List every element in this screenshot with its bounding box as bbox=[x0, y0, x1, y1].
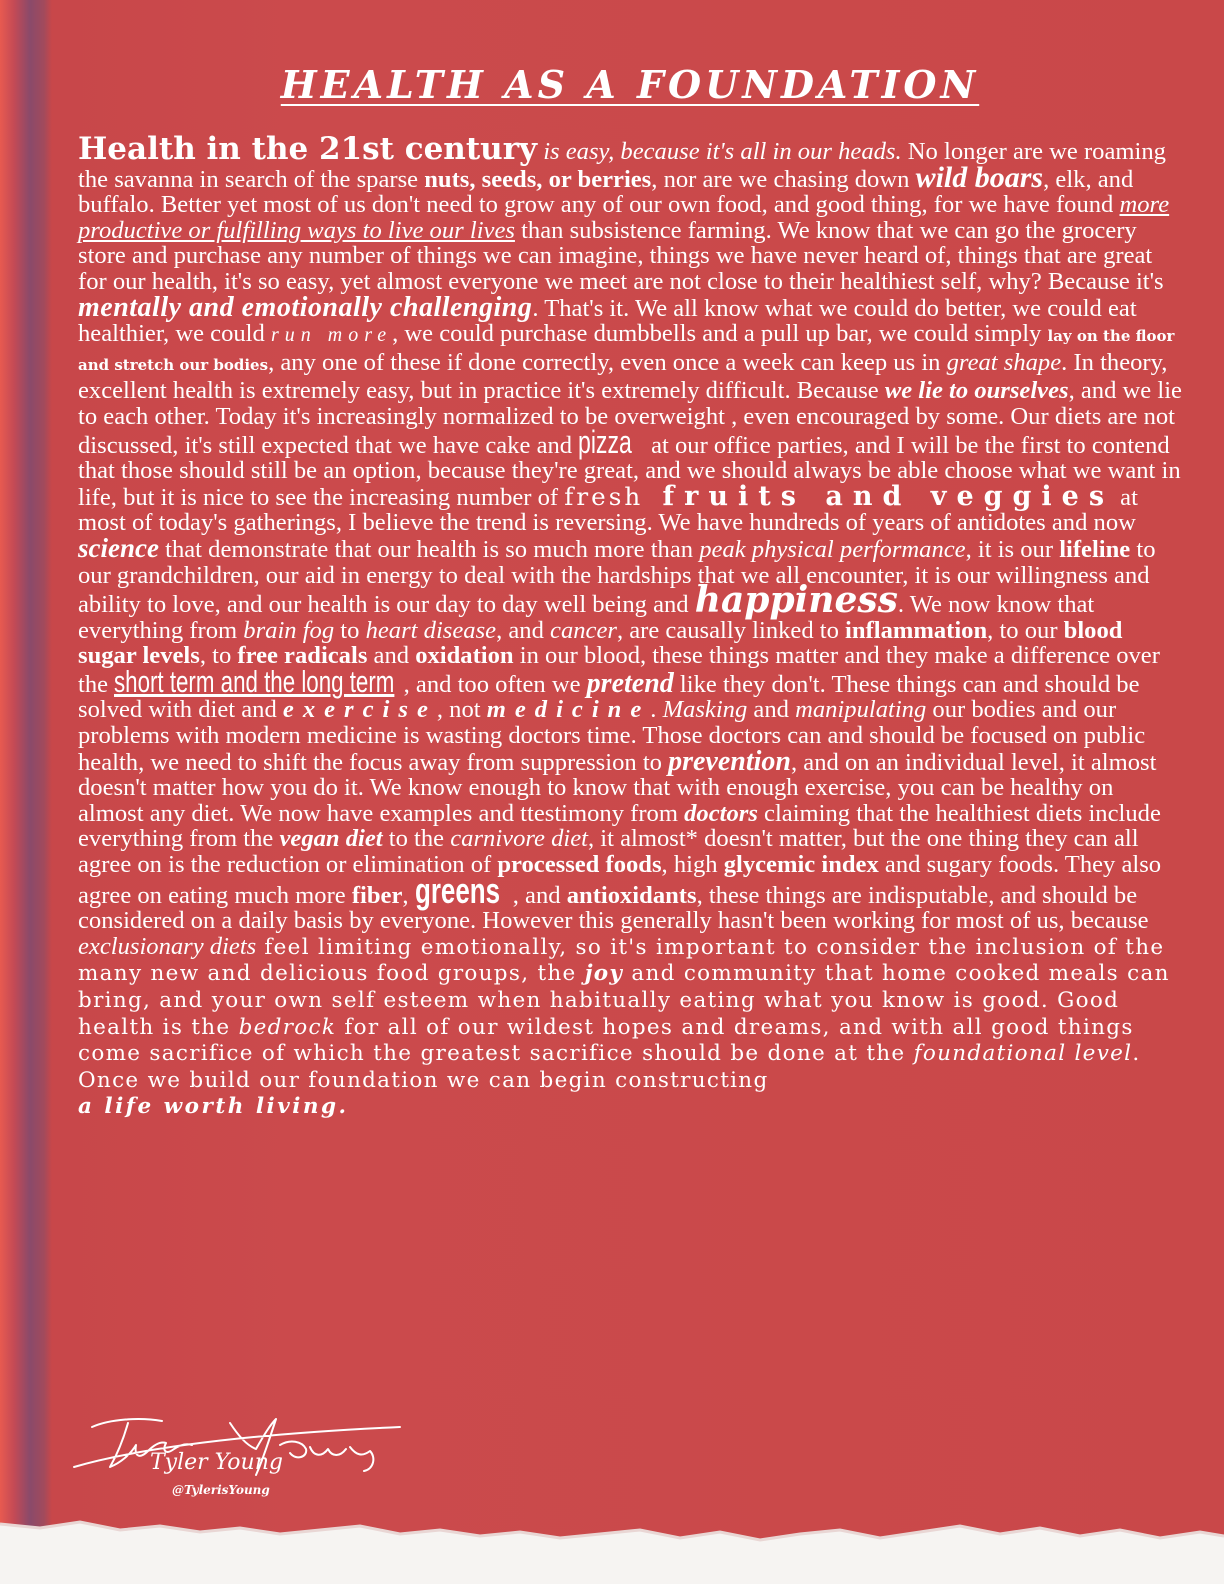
emphasis-masking: Masking bbox=[662, 696, 748, 724]
text-run: that demonstrate that our health is so much more than bbox=[158, 535, 700, 563]
text-run: , and bbox=[512, 881, 567, 909]
emphasis-foundational-level: foundational level bbox=[913, 1041, 1133, 1067]
essay-body bbox=[78, 131, 1182, 1120]
text-run: . That's it. We all know what we could do better, we could eat healthier, we could bbox=[78, 294, 1137, 348]
essay-lead-tagline: is easy, because it's all in our heads. bbox=[537, 138, 902, 165]
emphasis-pretend: pretend bbox=[586, 667, 674, 699]
emphasis-blood-sugar: blood sugar levels bbox=[78, 616, 1123, 670]
text-run: and bbox=[747, 696, 796, 724]
emphasis-prevention: prevention bbox=[668, 745, 791, 777]
text-run: to our grandchildren, our aid in energy to deal with the hardships that we all encounter, it is our willingness and ability to love, and our health is our day to day well being and bbox=[78, 535, 1156, 619]
text-run: , to our bbox=[987, 616, 1064, 644]
text-run: , and bbox=[496, 616, 551, 644]
closing-line: a life worth living. bbox=[78, 1094, 349, 1120]
emphasis-peak-performance: peak physical performance bbox=[699, 535, 966, 563]
emphasis-short-long-term: short term and the long term bbox=[114, 663, 395, 699]
emphasis-exclusionary-diets: exclusionary diets bbox=[78, 932, 257, 960]
emphasis-doctors: doctors bbox=[684, 799, 758, 827]
emphasis-run-more: run more bbox=[270, 324, 393, 347]
page-title: HEALTH AS A FOUNDATION bbox=[280, 62, 980, 107]
text-run: . In theory, excellent health is extremely easy, but in practice it's extremely difficult. Because bbox=[78, 348, 1168, 405]
text-run: No longer are we roaming the savanna in search of the sparse bbox=[78, 138, 1166, 193]
emphasis-manipulating: manipulating bbox=[795, 696, 927, 724]
text-run: , any one of these if done correctly, even once a week can keep us in bbox=[268, 348, 947, 376]
text-run: , it is our bbox=[965, 535, 1060, 563]
text-run: claiming that the healthiest diets include everything from the bbox=[78, 799, 1161, 853]
text-run: , not bbox=[436, 696, 487, 724]
emphasis-heart-disease: heart disease bbox=[365, 616, 497, 644]
text-run: . We now know that everything from bbox=[78, 591, 1095, 644]
text-run: . Once we build our foundation we can begin constructing bbox=[78, 1041, 1141, 1093]
emphasis-pizza: pizza bbox=[578, 423, 633, 460]
emphasis-vegan-diet: vegan diet bbox=[279, 825, 383, 853]
essay-container bbox=[78, 62, 1182, 1120]
text-run: our bodies and our problems with modern medicine is wasting doctors time. Those doctors can and should be focused on public health, we need to shift the focus away from suppression to bbox=[78, 696, 1146, 776]
emphasis-inflammation: inflammation bbox=[845, 616, 988, 644]
emphasis-medicine: medicine bbox=[486, 696, 651, 724]
text-run: and bbox=[367, 642, 416, 670]
emphasis-bedrock: bedrock bbox=[238, 1014, 337, 1040]
text-run: . bbox=[650, 696, 663, 724]
emphasis-joy: joy bbox=[584, 961, 624, 987]
emphasis-happiness: happiness bbox=[694, 579, 898, 622]
emphasis-mentally-emotionally: mentally and emotionally challenging bbox=[78, 291, 533, 323]
text-run: , we could purchase dumbbells and a pull up bar, we could simply bbox=[392, 320, 1048, 348]
emphasis-science: science bbox=[78, 532, 159, 563]
text-run: feel limiting emotionally, so it's important to consider the inclusion of the many new and delicious food groups, the bbox=[78, 934, 1165, 987]
emphasis-exercise: exercise bbox=[282, 696, 437, 724]
social-handle: @TylerisYoung bbox=[172, 1483, 270, 1497]
emphasis-fruits-veggies: fruits and veggies bbox=[643, 480, 1115, 512]
emphasis-lie-to-ourselves: we lie to ourselves bbox=[884, 377, 1069, 405]
emphasis-glycemic-index: glycemic index bbox=[723, 851, 879, 879]
emphasis-cancer: cancer bbox=[550, 616, 617, 644]
text-run: , nor are we chasing down bbox=[651, 165, 916, 193]
emphasis-free-radicals: free radicals bbox=[237, 642, 368, 670]
text-run: to bbox=[334, 616, 366, 644]
text-run: in our blood, these things matter and they make a difference over the bbox=[78, 642, 1160, 698]
emphasis-oxidation: oxidation bbox=[415, 642, 514, 670]
text-run: , are causally linked to bbox=[616, 616, 846, 644]
emphasis-fresh: fresh bbox=[564, 481, 644, 511]
left-edge-texture bbox=[0, 0, 52, 1584]
emphasis-antioxidants: antioxidants bbox=[566, 881, 697, 909]
text-run: at most of today's gatherings, I believe the trend is reversing. We have hundreds of years of antidotes and now bbox=[78, 483, 1138, 537]
text-run: , and we lie to each other. Today it's increasingly normalized to be overweight , even encouraged by some. Our diets are not discussed, it's still expected that we have cake and bbox=[78, 377, 1182, 459]
emphasis-processed-foods: processed foods bbox=[497, 851, 662, 879]
emphasis-greens: greens bbox=[414, 869, 500, 911]
text-run: than subsistence farming. We know that we can go the grocery store and purchase any number of things we can imagine, things we have never heard of, things that are great for our health, it's so easy, yet almost everyone we meet are not close to their healthiest self, why? Because it's bbox=[78, 216, 1164, 295]
text-run: , it almost* doesn't matter, but the one thing they can all agree on is the reduction or elimination of bbox=[78, 825, 1139, 879]
emphasis-nuts-seeds-berries: nuts, seeds, or berries bbox=[424, 165, 652, 193]
emphasis-wild-boars: wild boars bbox=[915, 160, 1044, 194]
text-run: , these things are indisputable, and should be considered on a daily basis by everyone. However this generally hasn't been working for most of us, because bbox=[78, 881, 1149, 935]
text-run: , and too often we bbox=[403, 670, 587, 698]
signature-name: Tyler Young bbox=[150, 1450, 283, 1475]
essay-lead: Health in the 21st century bbox=[78, 131, 538, 167]
torn-paper-edge bbox=[0, 1504, 1224, 1584]
text-run: like they don't. These things can and should be solved with diet and bbox=[78, 670, 1140, 724]
text-run: and sugary foods. They also agree on eating much more bbox=[78, 851, 1162, 909]
emphasis-great-shape: great shape bbox=[946, 348, 1062, 376]
text-run: and community that home cooked meals can bring, and your own self esteem when habitually eating what you know is good. Good health is the bbox=[78, 961, 1170, 1040]
text-run: at our office parties, and I will be the first to contend that those should still be an option, because they're great, and we should always be able choose what we want in life, but it is nice to see the increasing number of bbox=[78, 431, 1181, 511]
text-run: , to bbox=[199, 642, 238, 670]
emphasis-lifeline: lifeline bbox=[1059, 535, 1131, 563]
text-run: , and on an individual level, it almost doesn't matter how you do it. We know enough to know that with enough exercise, you can be healthy on almost any diet. We now have examples and ttestimony from bbox=[78, 748, 1157, 827]
text-run: to the bbox=[382, 825, 451, 853]
emphasis-fiber: fiber bbox=[351, 881, 403, 909]
emphasis-productive-ways: more productive or fulfilling ways to live our lives bbox=[78, 191, 1170, 244]
text-run: , high bbox=[661, 851, 724, 879]
text-run: , bbox=[402, 881, 415, 909]
emphasis-carnivore-diet: carnivore diet bbox=[450, 825, 588, 853]
emphasis-stretch: lay on the floor and stretch our bodies bbox=[78, 327, 1175, 374]
emphasis-brain-fog: brain fog bbox=[243, 616, 335, 644]
text-run: for all of our wildest hopes and dreams, and with all good things come sacrifice of which the greatest sacrifice should be done at the bbox=[78, 1014, 1134, 1067]
text-run: , elk, and buffalo. Better yet most of us don't need to grow any of our own food, and good thing, for we have found bbox=[78, 165, 1134, 219]
